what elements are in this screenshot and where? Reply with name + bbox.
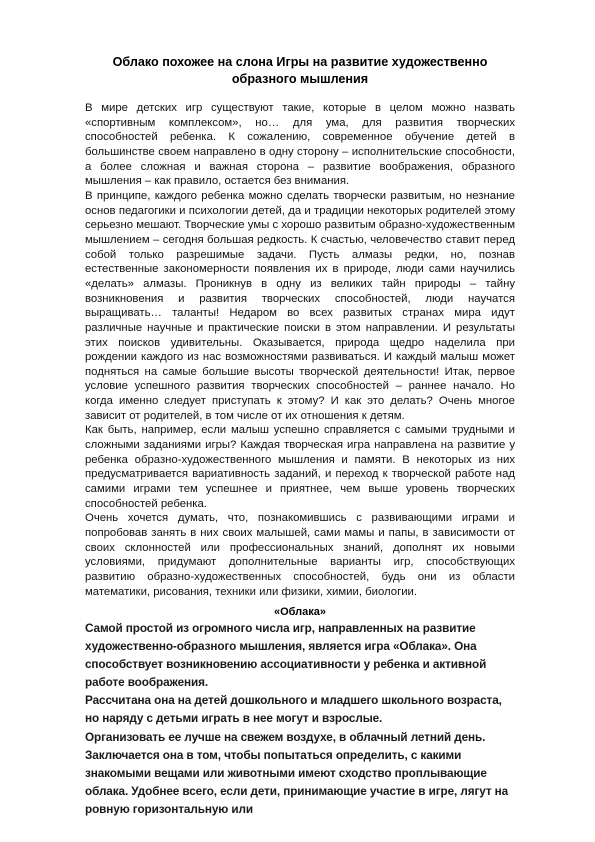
- document-title: Облако похожее на слона Игры на развитие художественно образного мышления: [112, 55, 488, 86]
- body-paragraph: Как быть, например, если малыш успешно справляется с самыми трудными и сложными заданиями игры? Каждая творческая игра направлена на развитие у ребенка образно-художественного мышления и памяти. В некоторых из них предусматривается вариативность заданий, и переход к творческой работе над самими играми тем успешнее и приятнее, чем выше уровень творческих способностей ребенка.: [85, 424, 515, 510]
- section-body: [85, 620, 515, 819]
- section-paragraph: Заключается она в том, чтобы попытаться определить, с какими знакомыми вещами или животными имеют сходство проплывающие облака. Удобнее всего, если дети, принимающие участие в игре, лягут на ровную горизонтальную или: [85, 748, 509, 816]
- body-paragraph: Очень хочется думать, что, познакомившись с развивающими играми и попробовав занять в них своих малышей, сами мамы и папы, в зависимости от своих склонностей или профессиональных знаний, дополнят их новыми условиями, придумают дополнительные варианты игр, способствующих развитию образно-художественных способностей, будь они из области математики, рисования, техники или физики, химии, биологии.: [85, 512, 515, 598]
- document-body: [85, 101, 515, 599]
- section-paragraph: Самой простой из огромного числа игр, направленных на развитие художественно-образного мышления, является игра «Облака». Она способствует возникновению ассоциативности у ребенка и активной работе воображения.: [85, 622, 487, 690]
- section-subheading: «Облака»: [273, 606, 327, 618]
- body-paragraph: В принципе, каждого ребенка можно сделать творчески развитым, но незнание основ педагогики и психологии детей, да и традиции некоторых родителей этому серьезно мешают. Творческие умы с хорошо развитым образно-художественным мышлением – сегодня большая редкость. К счастью, человечество ставит перед собой только разрешимые задачи. Пусть алмазы редки, но, познав естественные закономерности появления их в природе, люди сами научились «делать» алмазы. Проникнув в одну из великих тайн природы – тайну возникновения и развития творческих способностей, люди научатся выращивать… таланты! Недаром во всех развитых странах мира идут различные научные и практические поиски в этом направлении. И результаты этих поисков удивительны. Оказывается, природа щедро наделила при рождении каждого из нас возможностями развиваться. И каждый малыш может подняться на самые большие высоты творческой деятельности! Итак, первое условие успешного развития творческих способностей – раннее начало. Но когда именно следует приступать к этому? И как это делать? Очень многое зависит от родителей, в том числе от их отношения к детям.: [85, 189, 515, 422]
- section-paragraph: Рассчитана она на детей дошкольного и младшего школьного возраста, но наряду с детьми играть в нее могут и взрослые.: [85, 694, 502, 726]
- section-paragraph: Организовать ее лучше на свежем воздухе, в облачный летний день.: [85, 730, 486, 744]
- body-paragraph: В мире детских игр существуют такие, которые в целом можно назвать «спортивным комплексом», но… для ума, для развития творческих способностей ребенка. К сожалению, современное обучение детей в большинстве своем направлено в одну сторону – исполнительские способности, а более сложная и важная сторона – развитие воображения, образного мышления – как правило, остается без внимания.: [85, 102, 515, 188]
